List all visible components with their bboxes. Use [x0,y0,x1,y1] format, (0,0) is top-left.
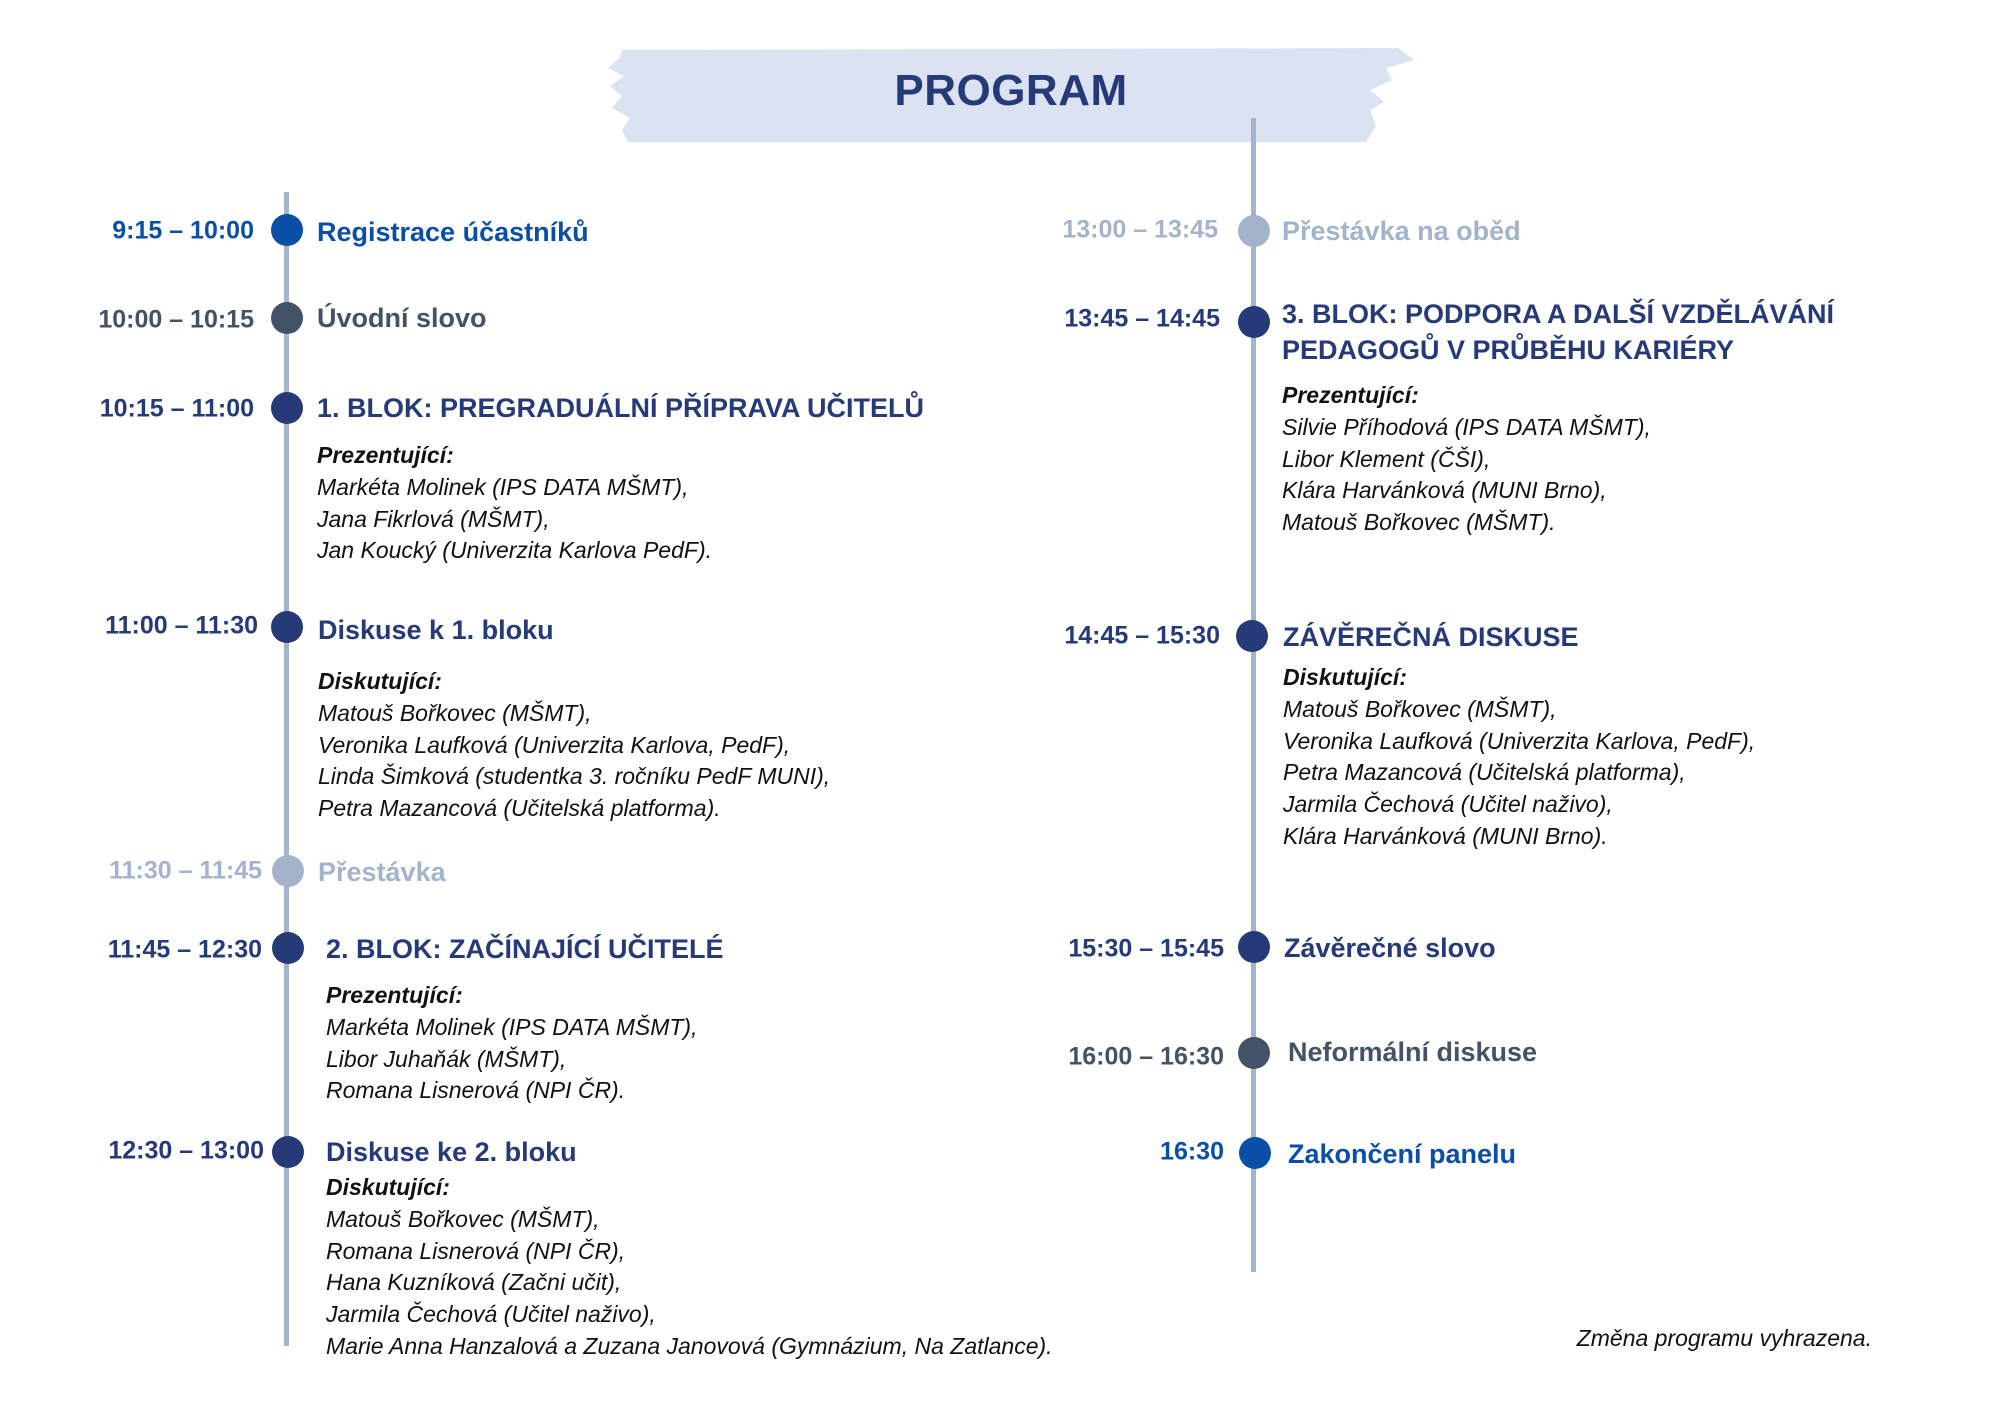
speaker: Klára Harvánková (MUNI Brno), [1282,477,1607,504]
item-time: 14:45 – 15:30 [1064,621,1220,650]
speaker-label: Prezentující: [326,982,463,1008]
speaker-list [326,1172,1053,1363]
timeline-dot [1238,1037,1270,1069]
footer-note: Změna programu vyhrazena. [1576,1325,1872,1351]
left-timeline-line [284,192,289,1346]
speaker: Markéta Molinek (IPS DATA MŠMT), [326,1013,698,1040]
speaker-label: Diskutující: [326,1174,450,1200]
item-title: Diskuse ke 2. bloku [326,1137,577,1167]
speaker: Markéta Molinek (IPS DATA MŠMT), [317,473,689,500]
timeline-dot [272,1136,304,1168]
speaker: Marie Anna Hanzalová a Zuzana Janovová (Gymnázium, Na Zatlance). [326,1332,1053,1359]
speaker-list [317,440,712,567]
item-time: 16:30 [1160,1137,1224,1166]
speaker: Romana Lisnerová (NPI ČR). [326,1077,626,1104]
speaker: Petra Mazancová (Učitelská platforma), [1283,759,1686,786]
speaker-label: Diskutující: [318,668,442,694]
item-title: ZÁVĚREČNÁ DISKUSE [1283,622,1579,652]
timeline-dot [1238,215,1270,247]
item-title: Zakončení panelu [1288,1139,1517,1169]
item-time: 11:45 – 12:30 [107,935,262,964]
speaker: Veronika Laufková (Univerzita Karlova, PedF), [1283,727,1756,754]
speaker: Veronika Laufková (Univerzita Karlova, PedF), [318,731,791,758]
speaker-list [1283,662,1755,853]
speaker: Jan Koucký (Univerzita Karlova PedF). [317,537,712,564]
speaker: Klára Harvánková (MUNI Brno). [1283,822,1608,849]
speaker: Matouš Bořkovec (MŠMT), [318,699,592,726]
item-time: 13:45 – 14:45 [1064,304,1220,333]
item-title: Diskuse k 1. bloku [318,615,554,645]
speaker: Libor Klement (ČŠI), [1282,445,1491,472]
timeline-dot [1239,1137,1271,1169]
speaker: Silvie Příhodová (IPS DATA MŠMT), [1282,413,1651,440]
item-time: 16:00 – 16:30 [1068,1042,1224,1071]
speaker: Matouš Bořkovec (MŠMT), [326,1205,600,1232]
item-time: 11:30 – 11:45 [109,856,262,885]
speaker: Linda Šimková (studentka 3. ročníku PedF MUNI), [318,763,831,790]
title-banner [608,46,1414,142]
item-time: 9:15 – 10:00 [112,216,254,245]
speaker: Petra Mazancová (Učitelská platforma). [318,795,721,822]
timeline-dot [271,214,303,246]
speaker: Matouš Bořkovec (MŠMT). [1282,509,1556,536]
item-time: 10:15 – 11:00 [99,394,254,423]
speaker-label: Prezentující: [317,442,454,468]
speaker-label: Diskutující: [1283,664,1407,690]
timeline-dot [1238,306,1270,338]
speaker: Jarmila Čechová (Učitel naživo), [326,1301,656,1328]
item-title: Úvodní slovo [317,303,487,333]
item-time: 15:30 – 15:45 [1068,934,1224,963]
item-title: Závěrečné slovo [1284,933,1496,963]
timeline-dot [271,302,303,334]
item-time: 11:00 – 11:30 [105,611,258,640]
speaker-list [318,666,830,825]
speaker: Romana Lisnerová (NPI ČR), [326,1237,626,1264]
speaker: Hana Kuzníková (Začni učit), [326,1269,622,1296]
item-time: 10:00 – 10:15 [98,305,254,334]
item-time: 13:00 – 13:45 [1062,215,1218,244]
speaker: Libor Juhaňák (MŠMT), [326,1045,567,1072]
timeline-dot [271,611,303,643]
speaker-label: Prezentující: [1282,382,1419,408]
item-title: 1. BLOK: PREGRADUÁLNÍ PŘÍPRAVA UČITELŮ [317,393,925,423]
timeline-dot [272,855,304,887]
timeline-dot [1238,931,1270,963]
speaker-list [326,980,697,1107]
item-title: Neformální diskuse [1288,1037,1538,1067]
item-time: 12:30 – 13:00 [108,1136,264,1165]
page-title: PROGRAM [894,66,1128,115]
item-title-line-1: 3. BLOK: PODPORA A DALŠÍ VZDĚLÁVÁNÍ [1282,299,1835,329]
right-timeline-line [1251,118,1256,1272]
item-title: 2. BLOK: ZAČÍNAJÍCÍ UČITELÉ [326,934,724,964]
item-title [1282,296,1834,368]
speaker-list [1282,380,1651,539]
item-title: Přestávka na oběd [1282,216,1521,246]
item-title: Registrace účastníků [317,217,589,247]
item-title-line-2: PEDAGOGŮ V PRŮBĚHU KARIÉRY [1282,335,1735,365]
speaker: Matouš Bořkovec (MŠMT), [1283,695,1557,722]
timeline-dot [271,392,303,424]
speaker: Jana Fikrlová (MŠMT), [317,505,550,532]
speaker: Jarmila Čechová (Učitel naživo), [1283,791,1613,818]
timeline-dot [272,932,304,964]
timeline-dot [1236,620,1268,652]
item-title: Přestávka [318,857,446,887]
